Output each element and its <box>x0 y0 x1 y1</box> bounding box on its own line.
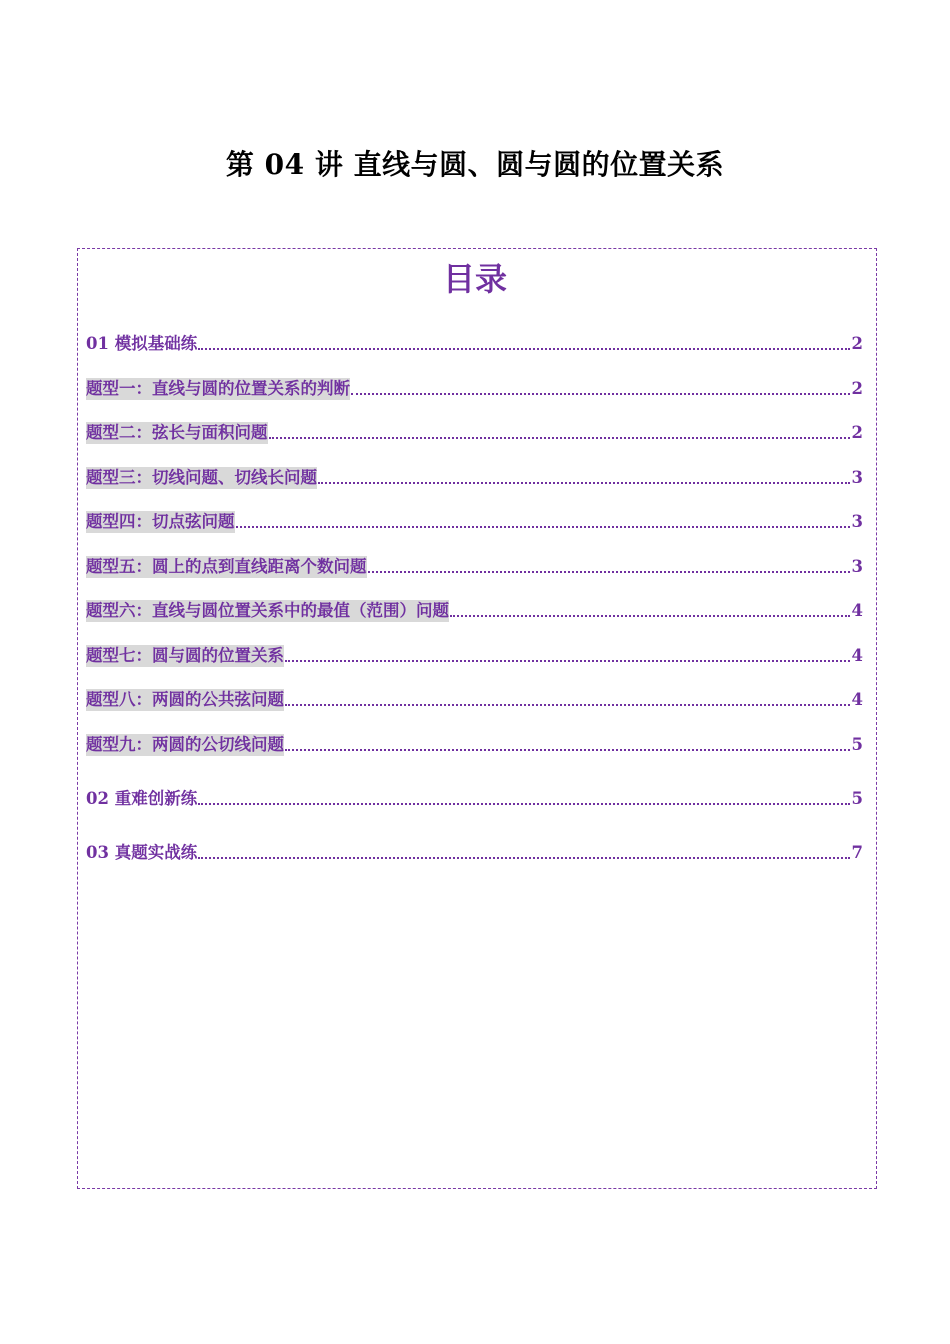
toc-entry-label: 题型四：切点弦问题 <box>86 512 235 531</box>
toc-entry-label: 题型一：直线与圆的位置关系的判断 <box>86 379 350 398</box>
toc-page-number: 4 <box>851 646 863 665</box>
toc-entry-label: 题型五：圆上的点到直线距离个数问题 <box>86 557 367 576</box>
toc-entry-label: 02 重难创新练 <box>86 789 198 808</box>
toc-leader-dots <box>285 749 850 751</box>
toc-entry-type-4[interactable] <box>86 509 863 533</box>
toc-heading: 目录 <box>442 260 507 298</box>
toc-entry-type-9[interactable] <box>86 732 863 756</box>
toc-leader-dots <box>351 393 850 395</box>
toc-entry-type-1[interactable] <box>86 376 863 400</box>
toc-page-number: 3 <box>851 557 863 576</box>
toc-entry-type-2[interactable] <box>86 420 863 444</box>
toc-page-number: 4 <box>851 601 863 620</box>
toc-entry-label: 01 模拟基础练 <box>86 334 198 353</box>
toc-leader-dots <box>368 571 850 573</box>
toc-page-number: 2 <box>851 379 863 398</box>
toc-entry-basic-practice[interactable] <box>86 331 863 355</box>
toc-leader-dots <box>198 803 849 805</box>
toc-leader-dots <box>318 482 850 484</box>
toc-leader-dots <box>285 660 850 662</box>
toc-leader-dots <box>198 857 849 859</box>
toc-entry-advanced-practice[interactable] <box>86 786 863 810</box>
toc-leader-dots <box>285 704 850 706</box>
toc-page-number: 4 <box>851 690 863 709</box>
toc-page-number: 7 <box>851 843 863 862</box>
toc-leader-dots <box>450 615 850 617</box>
toc-entry-label: 题型二：弦长与面积问题 <box>86 423 268 442</box>
page-title: 第 04 讲 直线与圆、圆与圆的位置关系 <box>225 148 725 181</box>
toc-entry-type-6[interactable] <box>86 598 863 622</box>
toc-entry-exam-practice[interactable] <box>86 840 863 864</box>
toc-page-number: 2 <box>851 423 863 442</box>
toc-entry-label: 题型九：两圆的公切线问题 <box>86 735 284 754</box>
toc-page-number: 3 <box>851 468 863 487</box>
toc-entry-type-3[interactable] <box>86 465 863 489</box>
toc-page-number: 5 <box>851 735 863 754</box>
toc-page-number: 5 <box>851 789 863 808</box>
toc-entry-type-5[interactable] <box>86 554 863 578</box>
toc-entry-label: 题型七：圆与圆的位置关系 <box>86 646 284 665</box>
toc-entry-type-8[interactable] <box>86 687 863 711</box>
toc-entry-type-7[interactable] <box>86 643 863 667</box>
toc-page-number: 2 <box>851 334 863 353</box>
toc-leader-dots <box>236 526 850 528</box>
toc-entry-label: 题型三：切线问题、切线长问题 <box>86 468 317 487</box>
toc-entry-label: 题型八：两圆的公共弦问题 <box>86 690 284 709</box>
toc-entry-label: 题型六：直线与圆位置关系中的最值（范围）问题 <box>86 601 449 620</box>
toc-entry-label: 03 真题实战练 <box>86 843 198 862</box>
toc-leader-dots <box>269 437 850 439</box>
toc-leader-dots <box>198 348 849 350</box>
toc-page-number: 3 <box>851 512 863 531</box>
